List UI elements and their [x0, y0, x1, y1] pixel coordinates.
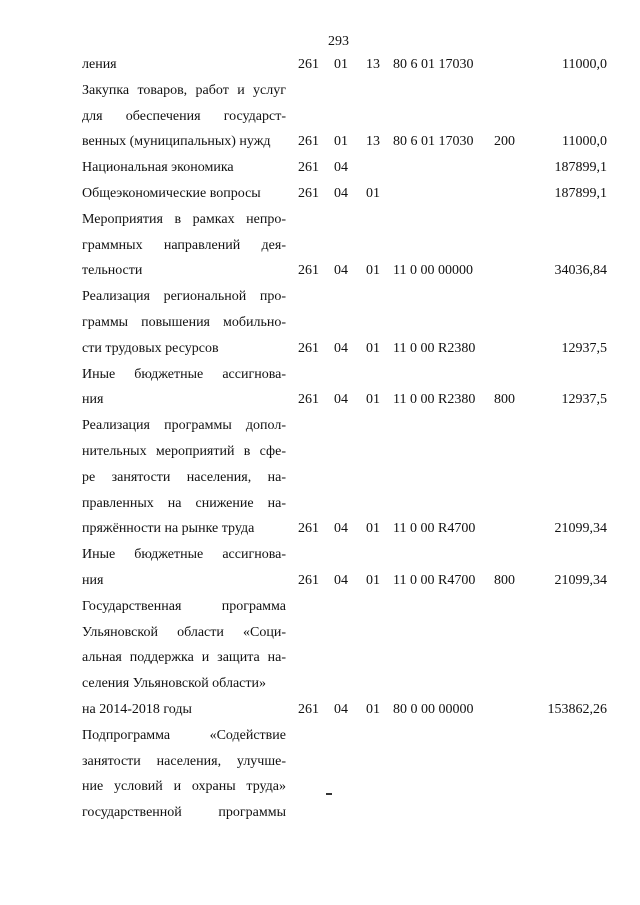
table-row — [0, 104, 640, 130]
table-row — [0, 465, 640, 491]
row-org-cell: 261 — [298, 340, 319, 356]
row-org-cell: 261 — [298, 185, 319, 201]
row-subsection-cell: 01 — [366, 521, 380, 537]
row-name-cell: пряжённости на рынке труда — [82, 521, 255, 537]
row-org-cell: 261 — [298, 572, 319, 588]
row-name-cell: альная поддержка и защита на- — [82, 650, 286, 666]
row-subsection-cell: 01 — [366, 185, 380, 201]
row-name-cell: Закупка товаров, работ и услуг — [82, 82, 286, 98]
table-row — [0, 491, 640, 517]
table-row — [0, 697, 640, 723]
row-amount-cell: 153862,26 — [547, 701, 607, 717]
row-amount-cell: 12937,5 — [561, 340, 607, 356]
row-amount-cell: 187899,1 — [554, 160, 607, 176]
row-subsection-cell: 13 — [366, 57, 380, 72]
row-target-article-cell: 11 0 00 R2380 — [393, 340, 476, 356]
table-row — [0, 207, 640, 233]
table-row — [0, 749, 640, 775]
row-name-cell: селения Ульяновской области» — [82, 676, 266, 692]
row-name-cell: занятости населения, улучше- — [82, 753, 286, 769]
row-name-cell: Реализация региональной про- — [82, 289, 286, 305]
table-row — [0, 413, 640, 439]
row-org-cell: 261 — [298, 521, 319, 537]
row-name-cell: Государственная программа — [82, 598, 286, 614]
table-row — [0, 336, 640, 362]
row-name-cell: для обеспечения государст- — [82, 108, 286, 124]
row-section-cell: 04 — [334, 392, 348, 408]
row-name-cell: ния — [82, 572, 104, 588]
table-row — [0, 439, 640, 465]
row-name-cell: Иные бюджетные ассигнова- — [82, 366, 286, 382]
row-name-cell: Реализация программы допол- — [82, 418, 286, 434]
row-expense-type-cell: 200 — [494, 134, 515, 150]
table-row — [0, 568, 640, 594]
row-name-cell: граммы повышения мобильно- — [82, 314, 286, 330]
row-name-cell: ние условий и охраны труда» — [82, 779, 286, 795]
row-name-cell: ления — [82, 57, 117, 72]
row-section-cell: 04 — [334, 185, 348, 201]
row-section-cell: 04 — [334, 701, 348, 717]
row-org-cell: 261 — [298, 134, 319, 150]
row-subsection-cell: 01 — [366, 340, 380, 356]
row-target-article-cell: 80 6 01 17030 — [393, 134, 474, 150]
row-subsection-cell: 01 — [366, 701, 380, 717]
row-name-cell: венных (муниципальных) нужд — [82, 134, 271, 150]
table-row — [0, 155, 640, 181]
row-name-cell: нительных мероприятий в сфе- — [82, 443, 286, 459]
table-row — [0, 594, 640, 620]
row-org-cell: 261 — [298, 57, 319, 72]
row-amount-cell: 11000,0 — [562, 57, 607, 72]
row-name-cell: Общеэкономические вопросы — [82, 185, 261, 201]
row-name-cell: Подпрограмма «Содействие — [82, 727, 286, 743]
row-name-cell: ре занятости населения, на- — [82, 469, 286, 485]
row-name-cell: Мероприятия в рамках непро- — [82, 211, 286, 227]
row-target-article-cell: 80 0 00 00000 — [393, 701, 474, 717]
row-target-article-cell: 11 0 00 00000 — [393, 263, 473, 279]
row-name-cell: сти трудовых ресурсов — [82, 340, 219, 356]
row-subsection-cell: 13 — [366, 134, 380, 150]
row-name-cell: Ульяновской области «Соци- — [82, 624, 286, 640]
table-row — [0, 516, 640, 542]
row-name-cell: Иные бюджетные ассигнова- — [82, 547, 286, 563]
table-row — [0, 284, 640, 310]
row-section-cell: 01 — [334, 134, 348, 150]
row-amount-cell: 187899,1 — [554, 185, 607, 201]
table-row — [0, 181, 640, 207]
row-name-cell: тельности — [82, 263, 143, 279]
table-row — [0, 800, 640, 826]
row-name-cell: государственной программы — [82, 805, 286, 821]
table-row — [0, 620, 640, 646]
table-row — [0, 129, 640, 155]
table-row — [0, 233, 640, 259]
row-name-cell: ния — [82, 392, 104, 408]
row-amount-cell: 34036,84 — [554, 263, 607, 279]
row-section-cell: 04 — [334, 521, 348, 537]
scan-artifact — [326, 793, 332, 795]
row-target-article-cell: 11 0 00 R4700 — [393, 572, 476, 588]
row-subsection-cell: 01 — [366, 392, 380, 408]
row-section-cell: 04 — [334, 263, 348, 279]
table-row — [0, 362, 640, 388]
table-row — [0, 258, 640, 284]
table-row — [0, 671, 640, 697]
row-name-cell: Национальная экономика — [82, 160, 234, 176]
table-row — [0, 78, 640, 104]
row-subsection-cell: 01 — [366, 572, 380, 588]
row-org-cell: 261 — [298, 160, 319, 176]
row-amount-cell: 21099,34 — [554, 572, 607, 588]
row-org-cell: 261 — [298, 392, 319, 408]
table-row — [0, 387, 640, 413]
row-org-cell: 261 — [298, 701, 319, 717]
table-row — [0, 310, 640, 336]
table-row — [0, 52, 640, 78]
row-target-article-cell: 11 0 00 R2380 — [393, 392, 476, 408]
row-section-cell: 04 — [334, 160, 348, 176]
row-name-cell: на 2014-2018 годы — [82, 701, 192, 717]
row-name-cell: правленных на снижение на- — [82, 495, 286, 511]
row-amount-cell: 11000,0 — [562, 134, 607, 150]
table-row — [0, 542, 640, 568]
table-row — [0, 645, 640, 671]
row-expense-type-cell: 800 — [494, 392, 515, 408]
row-amount-cell: 12937,5 — [561, 392, 607, 408]
table-row — [0, 723, 640, 749]
row-section-cell: 04 — [334, 340, 348, 356]
row-section-cell: 01 — [334, 57, 348, 72]
row-org-cell: 261 — [298, 263, 319, 279]
row-subsection-cell: 01 — [366, 263, 380, 279]
row-name-cell: граммных направлений дея- — [82, 237, 286, 253]
row-target-article-cell: 80 6 01 17030 — [393, 57, 474, 72]
budget-table — [0, 52, 640, 826]
table-row — [0, 774, 640, 800]
page-number: 293 — [328, 34, 349, 49]
row-section-cell: 04 — [334, 572, 348, 588]
row-expense-type-cell: 800 — [494, 572, 515, 588]
row-target-article-cell: 11 0 00 R4700 — [393, 521, 476, 537]
row-amount-cell: 21099,34 — [554, 521, 607, 537]
